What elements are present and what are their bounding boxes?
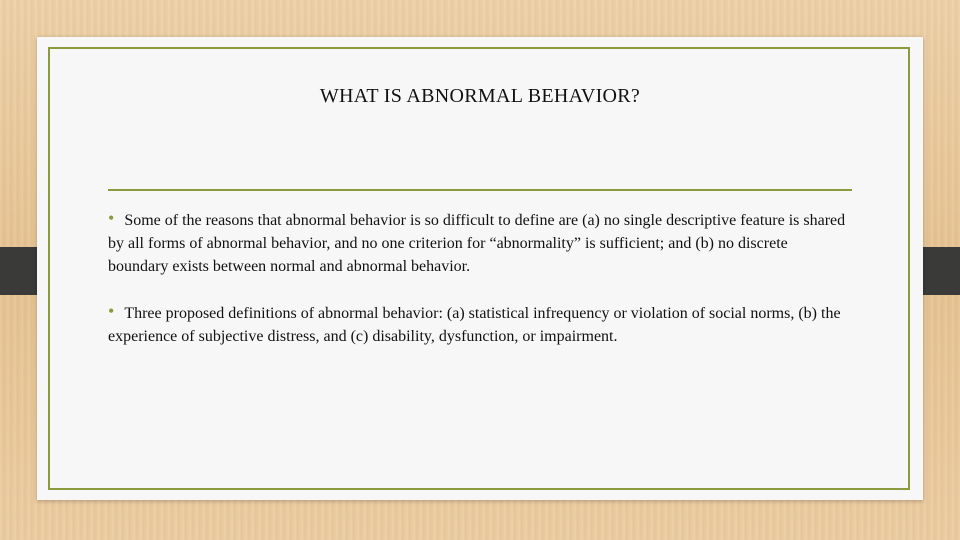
bullet-icon: • — [108, 301, 115, 321]
bullet-text: Three proposed definitions of abnormal behavior: (a) statistical infrequency or violation of social norms, (b) the experience of subjective distress, and (c) disability, dysfunction, or impairment. — [108, 305, 841, 345]
bullet-item — [108, 300, 848, 348]
slide-card — [37, 37, 923, 500]
slide-title: WHAT IS ABNORMAL BEHAVIOR? — [319, 85, 641, 107]
bullet-list — [108, 207, 848, 370]
bullet-item — [108, 207, 848, 278]
bullet-text: Some of the reasons that abnormal behavior is so difficult to define are (a) no single descriptive feature is shared by all forms of abnormal behavior, and no one criterion for “abnormality” is sufficient; and (b) no discrete boundary exists between normal and abnormal behavior. — [108, 212, 846, 275]
bullet-icon: • — [108, 208, 115, 228]
title-divider — [108, 189, 852, 191]
